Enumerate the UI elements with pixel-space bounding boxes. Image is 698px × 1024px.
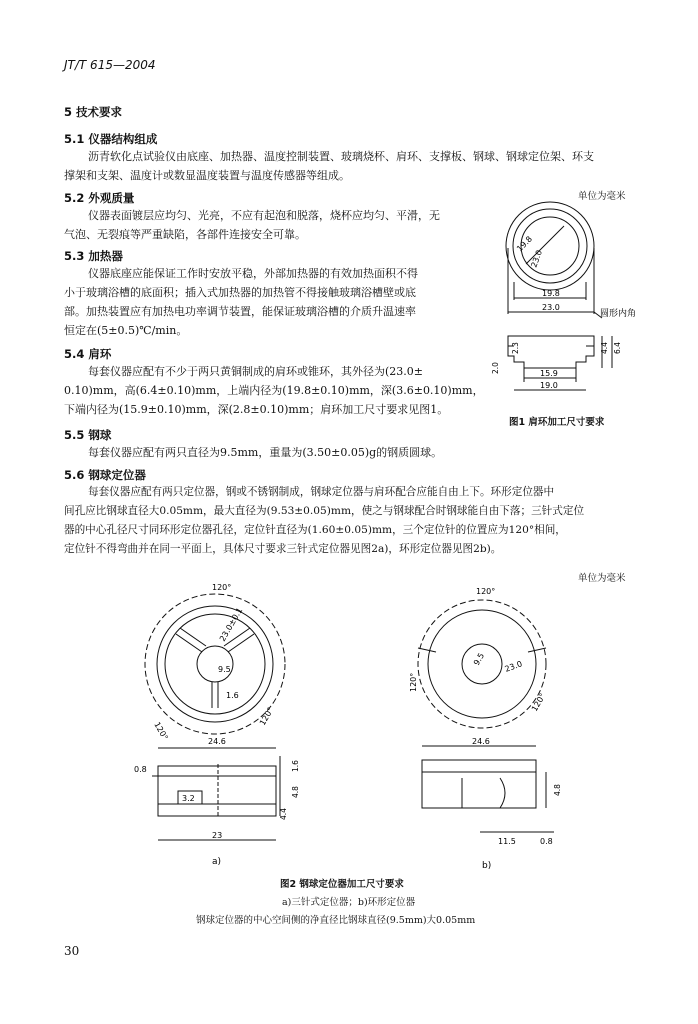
- s51-line2: 撑架和支架、温度计或数显温度装置与温度传感器等组成。: [64, 169, 350, 182]
- fig2b-angle-top: 120°: [476, 587, 496, 596]
- section-5-3-title: 5.3 加热器: [64, 249, 123, 263]
- ring-locator-section: [422, 760, 536, 808]
- pin-locator-ring: [157, 606, 273, 722]
- s52-line2: 气泡、无裂痕等严重缺陷，各部件连接安全可靠。: [64, 228, 306, 241]
- s56-line4: 定位针不得弯曲并在同一平面上，具体尺寸要求三针式定位器见图2a)，环形定位器见图2b)。: [64, 543, 502, 555]
- s51-line1: 沥青软化点试验仪由底座、加热器、温度控制装置、玻璃烧杯、肩环、支撑板、钢球、钢球定位架、环支: [88, 150, 594, 163]
- fig2a-dim-4-8: 4.8: [291, 786, 300, 798]
- ring-locator-outer-circle: [418, 600, 546, 728]
- fig2a-angle-left: 120°: [152, 720, 170, 742]
- document-code: JT/T 615—2004: [64, 58, 156, 72]
- figure-2-caption: 图2 钢球定位器加工尺寸要求: [280, 879, 404, 890]
- s53-line3: 部。加热装置应有加热电功率调节装置，能保证玻璃浴槽的介质升温速率: [64, 305, 416, 318]
- figure-2a-three-pin-drawing: [120, 576, 320, 866]
- section-5-6-title: 5.6 钢球定位器: [64, 468, 146, 482]
- s54-line1: 每套仪器应配有不少于两只黄铜制成的肩环或锥环，其外径为(23.0±: [88, 365, 423, 378]
- dim-23-0: 23.0: [542, 303, 560, 312]
- figure-2-note: 钢球定位器的中心空间侧的净直径比钢球直径(9.5mm)大0.05mm: [196, 915, 476, 926]
- dim-4-4: 4.4: [600, 342, 609, 354]
- pin-3: [212, 682, 218, 708]
- fig2a-dim-4-4: 4.4: [279, 808, 288, 820]
- fig2a-dim-3-2: 3.2: [182, 794, 195, 803]
- fig2b-dim-23-0: 23.0: [503, 659, 524, 674]
- s53-line4: 恒定在(5±0.5)℃/min。: [64, 324, 188, 337]
- fig2a-dim-1-6: 1.6: [226, 691, 239, 700]
- fig2b-label: b): [482, 861, 492, 871]
- fig2a-dim-24-6: 24.6: [208, 737, 226, 746]
- section-5-1-title: 5.1 仪器结构组成: [64, 132, 158, 146]
- section-5-title: 5 技术要求: [64, 105, 123, 119]
- fig2a-dim-23: 23: [212, 831, 223, 840]
- s56-line2: 间孔应比钢球直径大0.05mm，最大直径为(9.53±0.05)mm，使之与钢球配合时钢球能自由下落；三针式定位: [64, 505, 585, 517]
- dim-2-3: 2.3: [511, 342, 520, 354]
- fig1-unit: 单位为毫米: [578, 191, 626, 202]
- figure-1-ring-drawing: [490, 196, 670, 396]
- dim-19-0: 19.0: [540, 381, 558, 390]
- figure-2b-ring-locator-drawing: [400, 582, 580, 872]
- dim-23-0-diag: 23.0: [529, 248, 544, 269]
- section-5-5-title: 5.5 钢球: [64, 428, 112, 442]
- round-corner-note: 圆形内角: [600, 309, 637, 319]
- section-5-2-title: 5.2 外观质量: [64, 191, 135, 205]
- s56-line1: 每套仪器应配有两只定位器，钢或不锈钢制成，钢球定位器与肩环配合应能自由上下。环形定位器中: [88, 486, 555, 498]
- fig2a-dim-9-5: 9.5: [218, 665, 231, 674]
- dim-15-9: 15.9: [540, 369, 558, 378]
- figure-1-caption: 图1 肩环加工尺寸要求: [509, 417, 605, 428]
- s54-line2: 0.10)mm，高(6.4±0.10)mm，上端内径为(19.8±0.10)mm，深(3.6±0.10)mm，: [64, 384, 484, 397]
- pin-1: [176, 628, 206, 652]
- dim-19-8: 19.8: [542, 289, 560, 298]
- section-5-4-title: 5.4 肩环: [64, 347, 112, 361]
- fig2b-dim-4-8: 4.8: [553, 784, 562, 796]
- s55-line1: 每套仪器应配有两只直径为9.5mm，重量为(3.50±0.05)g的钢质圆球。: [88, 446, 443, 459]
- figure-2-subcaption: a)三针式定位器；b)环形定位器: [282, 897, 416, 908]
- s54-line3: 下端内径为(15.9±0.10)mm，深(2.8±0.10)mm；肩环加工尺寸要求见图1。: [64, 403, 449, 416]
- fig2a-dim-23-0: 23.0±0.1: [217, 606, 245, 643]
- fig2a-dim-1-6b: 1.6: [291, 760, 300, 772]
- fig2a-angle-right: 120°: [257, 705, 276, 727]
- fig2b-dim-24-6: 24.6: [472, 737, 490, 746]
- s53-line2: 小于玻璃浴槽的底面积；插入式加热器的加热管不得接触玻璃浴槽壁或底: [64, 286, 416, 299]
- fig2a-label: a): [212, 857, 222, 866]
- pin-locator-hole: [197, 646, 233, 682]
- ring-locator-hole: [462, 644, 502, 684]
- fig2b-dim-9-5: 9.5: [471, 651, 487, 667]
- s56-line3: 器的中心孔径尺寸同环形定位器孔径，定位针直径为(1.60±0.05)mm，三个定位针的位置应为120°相间，: [64, 524, 566, 536]
- fig2b-angle-left: 120°: [409, 672, 418, 692]
- s53-line1: 仪器底座应能保证工作时安放平稳，外部加热器的有效加热面积不得: [88, 267, 418, 280]
- s52-line1: 仪器表面镀层应均匀、光亮，不应有起泡和脱落，烧杯应均匀、平滑，无: [88, 209, 440, 222]
- fig2a-dim-0-8: 0.8: [134, 765, 147, 774]
- fig2-unit: 单位为毫米: [578, 573, 626, 584]
- fig2b-dim-0-8: 0.8: [540, 837, 553, 846]
- dim-6-4: 6.4: [613, 342, 622, 354]
- ring-section: [508, 336, 594, 368]
- dim-19-8-diag: 19.8: [515, 234, 535, 254]
- locator-body: [158, 766, 276, 816]
- page-number: 30: [64, 944, 80, 958]
- fig2a-angle-top: 120°: [212, 583, 232, 592]
- fig2b-dim-11-5: 11.5: [498, 837, 516, 846]
- fig2b-angle-right: 120°: [529, 691, 548, 713]
- pin-locator-inner-ring: [165, 614, 265, 714]
- dim-2-0: 2.0: [491, 362, 500, 374]
